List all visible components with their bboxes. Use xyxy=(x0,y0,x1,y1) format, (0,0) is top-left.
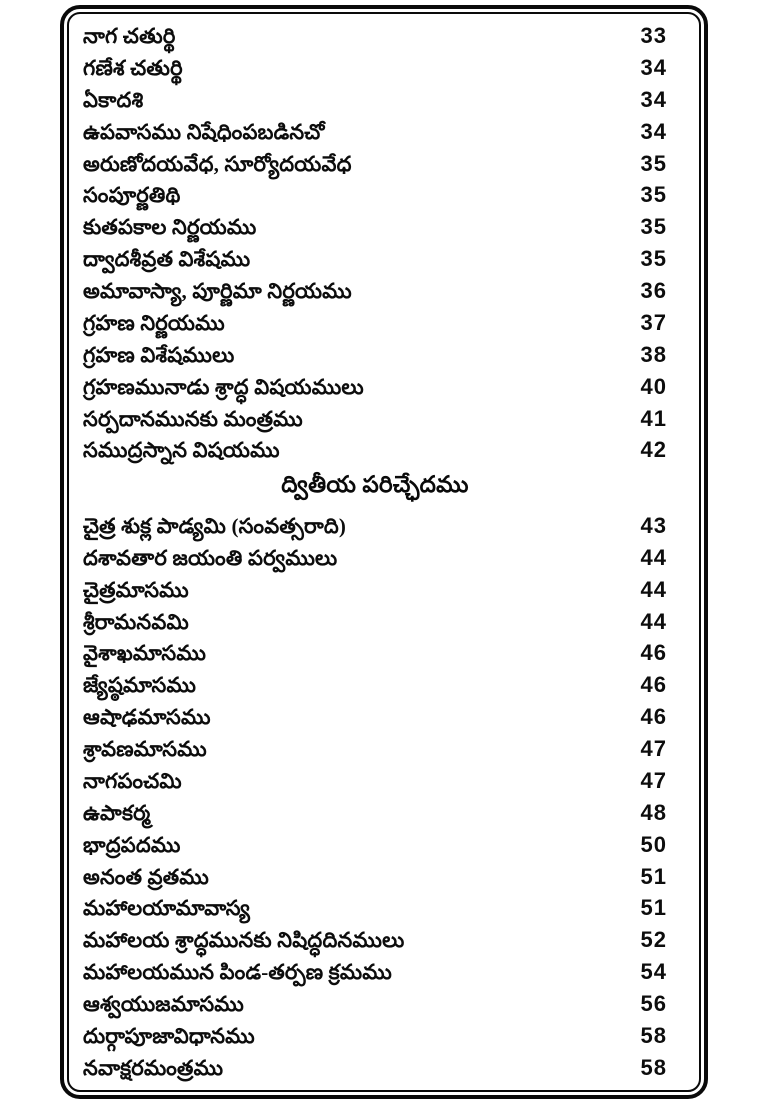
toc-entry-page-number: 50 xyxy=(640,831,667,857)
toc-row xyxy=(83,279,667,303)
toc-entry-title: సర్పదానమునకు మంత్రము xyxy=(83,406,303,431)
toc-entry-title: వైశాఖమాసము xyxy=(83,641,207,666)
page-border-inner xyxy=(67,12,701,1092)
toc-entry-page-number: 58 xyxy=(640,1022,667,1048)
toc-row xyxy=(83,1056,667,1080)
toc-row xyxy=(83,546,667,570)
toc-row xyxy=(83,673,667,697)
toc-entry-page-number: 35 xyxy=(640,214,667,240)
toc-entry-page-number: 54 xyxy=(640,959,667,985)
toc-entry-title: ఉపవాసము నిషేధింపబడినచో xyxy=(83,119,325,144)
toc-row xyxy=(83,88,667,112)
toc-entry-page-number: 34 xyxy=(640,86,667,112)
toc-entry-page-number: 44 xyxy=(640,544,667,570)
toc-entry-page-number: 44 xyxy=(640,608,667,634)
toc-row xyxy=(83,737,667,761)
toc-entry-page-number: 35 xyxy=(640,246,667,272)
toc-row xyxy=(83,896,667,920)
toc-entry-title: జ్యేష్ఠమాసము xyxy=(83,673,197,698)
toc-entry-title: సంపూర్ణతిథి xyxy=(83,183,181,208)
toc-entry-title: నవాక్షరమంత్రము xyxy=(83,1055,224,1080)
toc-entry-page-number: 51 xyxy=(640,895,667,921)
toc-entry-title: చైత్ర శుక్ల పాడ్యమి (సంవత్సరాది) xyxy=(83,513,347,538)
toc-row xyxy=(83,24,667,48)
toc-row xyxy=(83,705,667,729)
toc-entry-page-number: 37 xyxy=(640,309,667,335)
toc-entry-title: గణేశ చతుర్థి xyxy=(83,55,183,80)
toc-entry-page-number: 46 xyxy=(640,672,667,698)
toc-entry-page-number: 48 xyxy=(640,799,667,825)
toc-entry-page-number: 40 xyxy=(640,373,667,399)
section-heading: ద్వితీయ పరిచ్ఛేదము xyxy=(281,472,469,498)
toc-row xyxy=(83,960,667,984)
toc-entry-title: ఏకాదశి xyxy=(83,87,144,112)
toc-entry-page-number: 47 xyxy=(640,767,667,793)
toc-entry-title: ద్వాదశీవ్రత విశేషము xyxy=(83,247,251,272)
toc-row xyxy=(83,833,667,857)
toc-entry-title: శ్రావణమాసము xyxy=(83,737,207,762)
toc-entry-title: దుర్గాపూజావిధానము xyxy=(83,1023,255,1048)
toc-row xyxy=(83,438,667,462)
toc-entry-title: భాద్రపదము xyxy=(83,832,181,857)
toc-entry-page-number: 47 xyxy=(640,736,667,762)
toc-entry-title: మహాలయ శ్రాద్ధమునకు నిషిద్ధదినములు xyxy=(83,928,405,953)
toc-entry-title: కుతపకాల నిర్ణయము xyxy=(83,215,257,240)
toc-entry-title: గ్రహణ విశేషములు xyxy=(83,342,235,367)
toc-row xyxy=(83,183,667,207)
toc-row xyxy=(83,865,667,889)
toc-entry-page-number: 33 xyxy=(640,23,667,48)
toc-entry-page-number: 52 xyxy=(640,927,667,953)
toc-entry-page-number: 38 xyxy=(640,341,667,367)
toc-entry-page-number: 46 xyxy=(640,704,667,730)
toc-row xyxy=(83,375,667,399)
toc-row xyxy=(83,343,667,367)
toc-row xyxy=(83,152,667,176)
toc-row xyxy=(83,1024,667,1048)
toc-list xyxy=(83,24,667,1080)
toc-entry-title: ఉపాకర్మ xyxy=(83,800,151,825)
toc-entry-page-number: 43 xyxy=(640,512,667,538)
toc-row xyxy=(83,247,667,271)
toc-entry-page-number: 35 xyxy=(640,150,667,176)
toc-entry-title: మహాలయమున పిండ-తర్పణ క్రమము xyxy=(83,960,392,985)
toc-entry-title: అనంత వ్రతము xyxy=(83,864,209,889)
toc-entry-page-number: 56 xyxy=(640,991,667,1017)
toc-row xyxy=(83,407,667,431)
toc-entry-title: సముద్రస్నాన విషయము xyxy=(83,438,280,463)
toc-entry-title: మహాలయామావాస్య xyxy=(83,896,251,921)
toc-entry-page-number: 51 xyxy=(640,863,667,889)
toc-entry-title: గ్రహణ నిర్ణయము xyxy=(83,310,225,335)
toc-row xyxy=(83,215,667,239)
toc-row xyxy=(83,610,667,634)
toc-entry-title: చైత్రమాసము xyxy=(83,577,189,602)
toc-row xyxy=(83,56,667,80)
page-border-outer xyxy=(60,5,708,1099)
toc-entry-title: దశావతార జయంతి పర్వములు xyxy=(83,545,338,570)
toc-row xyxy=(83,801,667,825)
toc-entry-page-number: 42 xyxy=(640,437,667,463)
toc-row xyxy=(83,578,667,602)
toc-row xyxy=(83,514,667,538)
toc-entry-page-number: 34 xyxy=(640,118,667,144)
toc-row xyxy=(83,641,667,665)
toc-entry-page-number: 44 xyxy=(640,576,667,602)
toc-entry-title: ఆశ్వయుజమాసము xyxy=(83,992,244,1017)
toc-row xyxy=(83,311,667,335)
toc-entry-page-number: 41 xyxy=(640,405,667,431)
toc-entry-title: అరుణోదయవేధ, సూర్యోదయవేధ xyxy=(83,151,352,176)
toc-row xyxy=(83,992,667,1016)
toc-entry-title: ఆషాఢమాసము xyxy=(83,705,211,730)
toc-entry-title: నాగ చతుర్థి xyxy=(83,24,176,48)
toc-entry-title: గ్రహణమునాడు శ్రాద్ధ విషయములు xyxy=(83,374,364,399)
toc-entry-page-number: 46 xyxy=(640,640,667,666)
toc-entry-page-number: 34 xyxy=(640,54,667,80)
toc-entry-title: అమావాస్యా, పూర్ణిమా నిర్ణయము xyxy=(83,279,352,303)
toc-row xyxy=(83,120,667,144)
toc-row xyxy=(83,769,667,793)
toc-entry-title: నాగపంచమి xyxy=(83,768,182,793)
toc-entry-page-number: 36 xyxy=(640,278,667,303)
toc-entry-page-number: 35 xyxy=(640,182,667,208)
toc-entry-page-number: 58 xyxy=(640,1054,667,1080)
toc-row xyxy=(83,928,667,952)
toc-entry-title: శ్రీరామనవమి xyxy=(83,609,189,634)
